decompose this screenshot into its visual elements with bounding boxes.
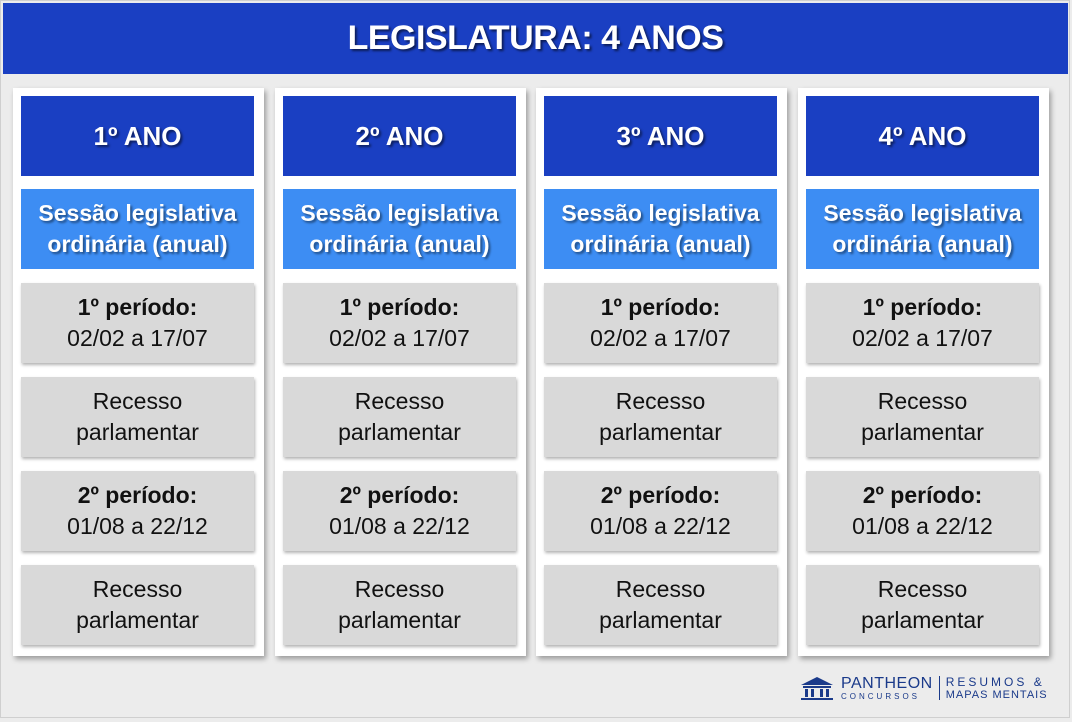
session-line-2: ordinária (anual) xyxy=(832,231,1013,257)
period-2-box xyxy=(544,471,777,551)
period-1-box xyxy=(806,283,1039,363)
recess-1-line-1: Recesso xyxy=(354,388,445,414)
period-1-label: 1º período: xyxy=(339,294,460,320)
session-line-1: Sessão legislativa xyxy=(561,200,760,226)
session-line-1: Sessão legislativa xyxy=(300,200,499,226)
brand-name: PANTHEON xyxy=(841,674,933,692)
year-column-3 xyxy=(536,88,787,656)
page-title: LEGISLATURA: 4 ANOS xyxy=(3,3,1068,74)
period-1-dates: 02/02 a 17/07 xyxy=(329,325,470,351)
session-line-2: ordinária (anual) xyxy=(570,231,751,257)
year-header: 2º ANO xyxy=(283,96,516,176)
session-line-1: Sessão legislativa xyxy=(823,200,1022,226)
period-2-dates: 01/08 a 22/12 xyxy=(852,513,993,539)
year-column-2 xyxy=(275,88,526,656)
period-1-box xyxy=(283,283,516,363)
period-1-box xyxy=(21,283,254,363)
recess-1-line-2: parlamentar xyxy=(599,419,722,445)
recess-1-line-1: Recesso xyxy=(615,388,706,414)
recess-2-box xyxy=(806,565,1039,645)
period-2-label: 2º período: xyxy=(77,482,198,508)
recess-2-line-1: Recesso xyxy=(615,576,706,602)
period-2-box xyxy=(283,471,516,551)
period-1-label: 1º período: xyxy=(600,294,721,320)
period-1-label: 1º período: xyxy=(862,294,983,320)
period-1-dates: 02/02 a 17/07 xyxy=(67,325,208,351)
recess-1-box xyxy=(283,377,516,457)
year-header: 3º ANO xyxy=(544,96,777,176)
session-box xyxy=(806,189,1039,269)
period-2-label: 2º período: xyxy=(339,482,460,508)
recess-1-line-1: Recesso xyxy=(92,388,183,414)
period-1-dates: 02/02 a 17/07 xyxy=(852,325,993,351)
recess-2-line-2: parlamentar xyxy=(76,607,199,633)
pantheon-temple-logo-icon xyxy=(799,675,835,701)
brand-footer xyxy=(799,673,1048,703)
recess-1-line-2: parlamentar xyxy=(76,419,199,445)
session-box xyxy=(21,189,254,269)
period-1-label: 1º período: xyxy=(77,294,198,320)
brand-divider xyxy=(939,676,940,700)
session-box xyxy=(544,189,777,269)
session-line-1: Sessão legislativa xyxy=(38,200,237,226)
period-2-dates: 01/08 a 22/12 xyxy=(590,513,731,539)
period-1-dates: 02/02 a 17/07 xyxy=(590,325,731,351)
period-2-label: 2º período: xyxy=(862,482,983,508)
recess-1-line-2: parlamentar xyxy=(338,419,461,445)
period-2-label: 2º período: xyxy=(600,482,721,508)
recess-1-box xyxy=(544,377,777,457)
recess-2-line-2: parlamentar xyxy=(599,607,722,633)
tagline-line-1: RESUMOS & xyxy=(945,674,1045,689)
brand-wordmark xyxy=(841,676,933,701)
year-column-1 xyxy=(13,88,264,656)
session-line-2: ordinária (anual) xyxy=(309,231,490,257)
year-header: 1º ANO xyxy=(21,96,254,176)
recess-2-line-2: parlamentar xyxy=(861,607,984,633)
period-1-box xyxy=(544,283,777,363)
brand-subtitle: CONCURSOS xyxy=(841,691,921,701)
session-line-2: ordinária (anual) xyxy=(47,231,228,257)
session-box xyxy=(283,189,516,269)
recess-2-box xyxy=(21,565,254,645)
recess-2-box xyxy=(283,565,516,645)
period-2-box xyxy=(806,471,1039,551)
period-2-dates: 01/08 a 22/12 xyxy=(329,513,470,539)
recess-2-line-1: Recesso xyxy=(92,576,183,602)
recess-1-box xyxy=(21,377,254,457)
recess-2-line-2: parlamentar xyxy=(338,607,461,633)
recess-2-line-1: Recesso xyxy=(354,576,445,602)
tagline-line-2: MAPAS MENTAIS xyxy=(945,688,1048,701)
year-header: 4º ANO xyxy=(806,96,1039,176)
period-2-dates: 01/08 a 22/12 xyxy=(67,513,208,539)
recess-2-line-1: Recesso xyxy=(877,576,968,602)
recess-1-line-2: parlamentar xyxy=(861,419,984,445)
period-2-box xyxy=(21,471,254,551)
recess-2-box xyxy=(544,565,777,645)
year-column-4 xyxy=(798,88,1049,656)
recess-1-line-1: Recesso xyxy=(877,388,968,414)
recess-1-box xyxy=(806,377,1039,457)
brand-tagline xyxy=(946,676,1048,701)
